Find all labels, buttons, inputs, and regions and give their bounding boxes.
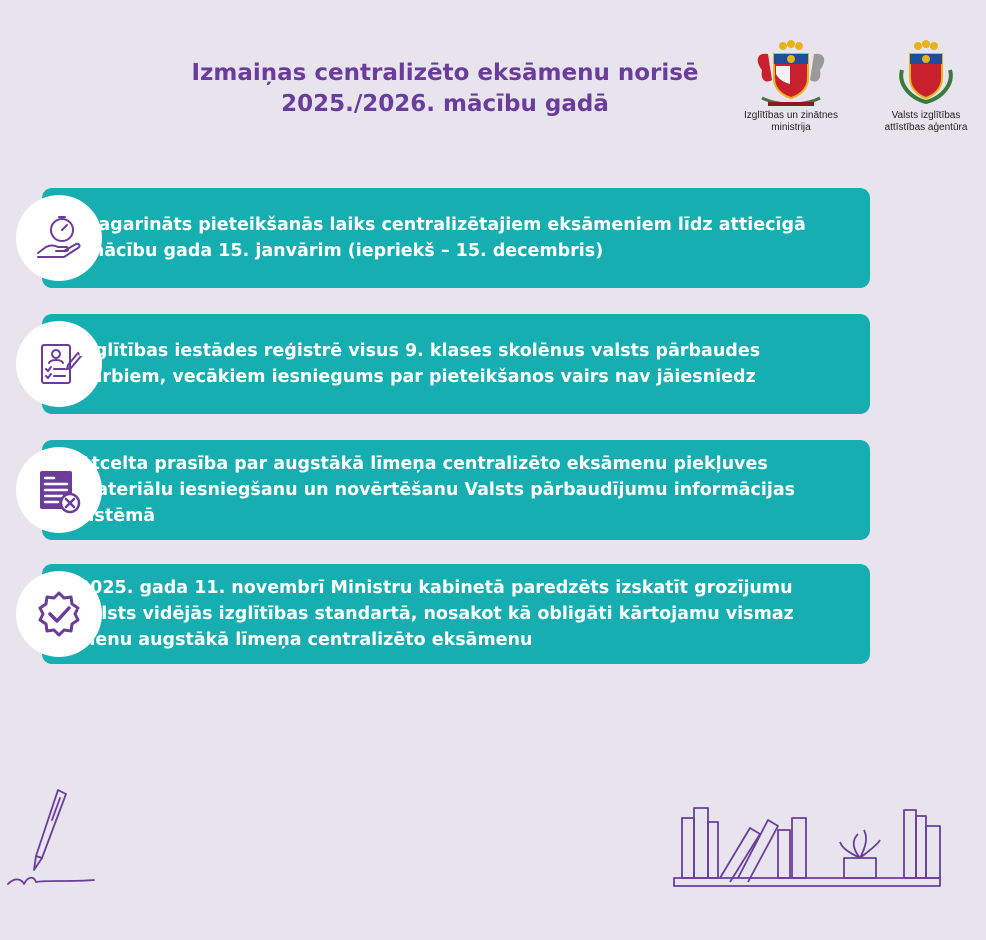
info-card-1 (42, 188, 870, 288)
page-title (150, 58, 740, 120)
document-cancel-icon (34, 465, 84, 515)
info-card-3 (42, 440, 870, 540)
title-line-2: 2025./2026. mācību gadā (281, 91, 609, 117)
info-card-text: Izglītības iestādes reģistrē visus 9. klases skolēnus valsts pārbaudes darbiem, vecākiem iesniegums par pieteikšanos vairs nav jāiesniedz (78, 341, 761, 387)
agency-name-line-2: attīstības aģentūra (884, 122, 968, 133)
title-line-1: Izmaiņas centralizēto eksāmenu norisē (191, 60, 699, 86)
info-card-text: 2025. gada 11. novembrī Ministru kabinetā paredzēts izskatīt grozījumu valsts vidējās izglītības standartā, nosakot kā obligāti kārtojamu vismaz vienu augstākā līmeņa centralizēto eksāmenu (78, 578, 794, 650)
coat-of-arms-small-icon (896, 40, 956, 106)
ministry-logo (728, 40, 854, 134)
info-card-2 (42, 314, 870, 414)
info-card-text: Pagarināts pieteikšanās laiks centralizētajiem eksāmeniem līdz attiecīgā mācību gada 15. janvārim (iepriekš – 15. decembris) (86, 215, 806, 261)
agency-logo (866, 40, 986, 134)
bookshelf-illustration-icon (668, 800, 940, 892)
registration-form-icon (34, 339, 84, 389)
stopwatch-hand-icon (34, 213, 84, 263)
pen-illustration-icon (0, 780, 110, 890)
verified-badge-icon (34, 589, 84, 639)
info-card-4 (42, 564, 870, 664)
coat-of-arms-icon (748, 40, 834, 106)
info-card-text: Atcelta prasība par augstākā līmeņa centralizēto eksāmenu piekļuves materiālu iesniegšanu un novērtēšanu Valsts pārbaudījumu informācijas sistēmā (78, 454, 796, 526)
ministry-name-line-2: ministrija (771, 122, 811, 133)
agency-name-line-1: Valsts izglītības (891, 110, 961, 121)
ministry-name-line-1: Izglītības un zinātnes (744, 110, 838, 121)
